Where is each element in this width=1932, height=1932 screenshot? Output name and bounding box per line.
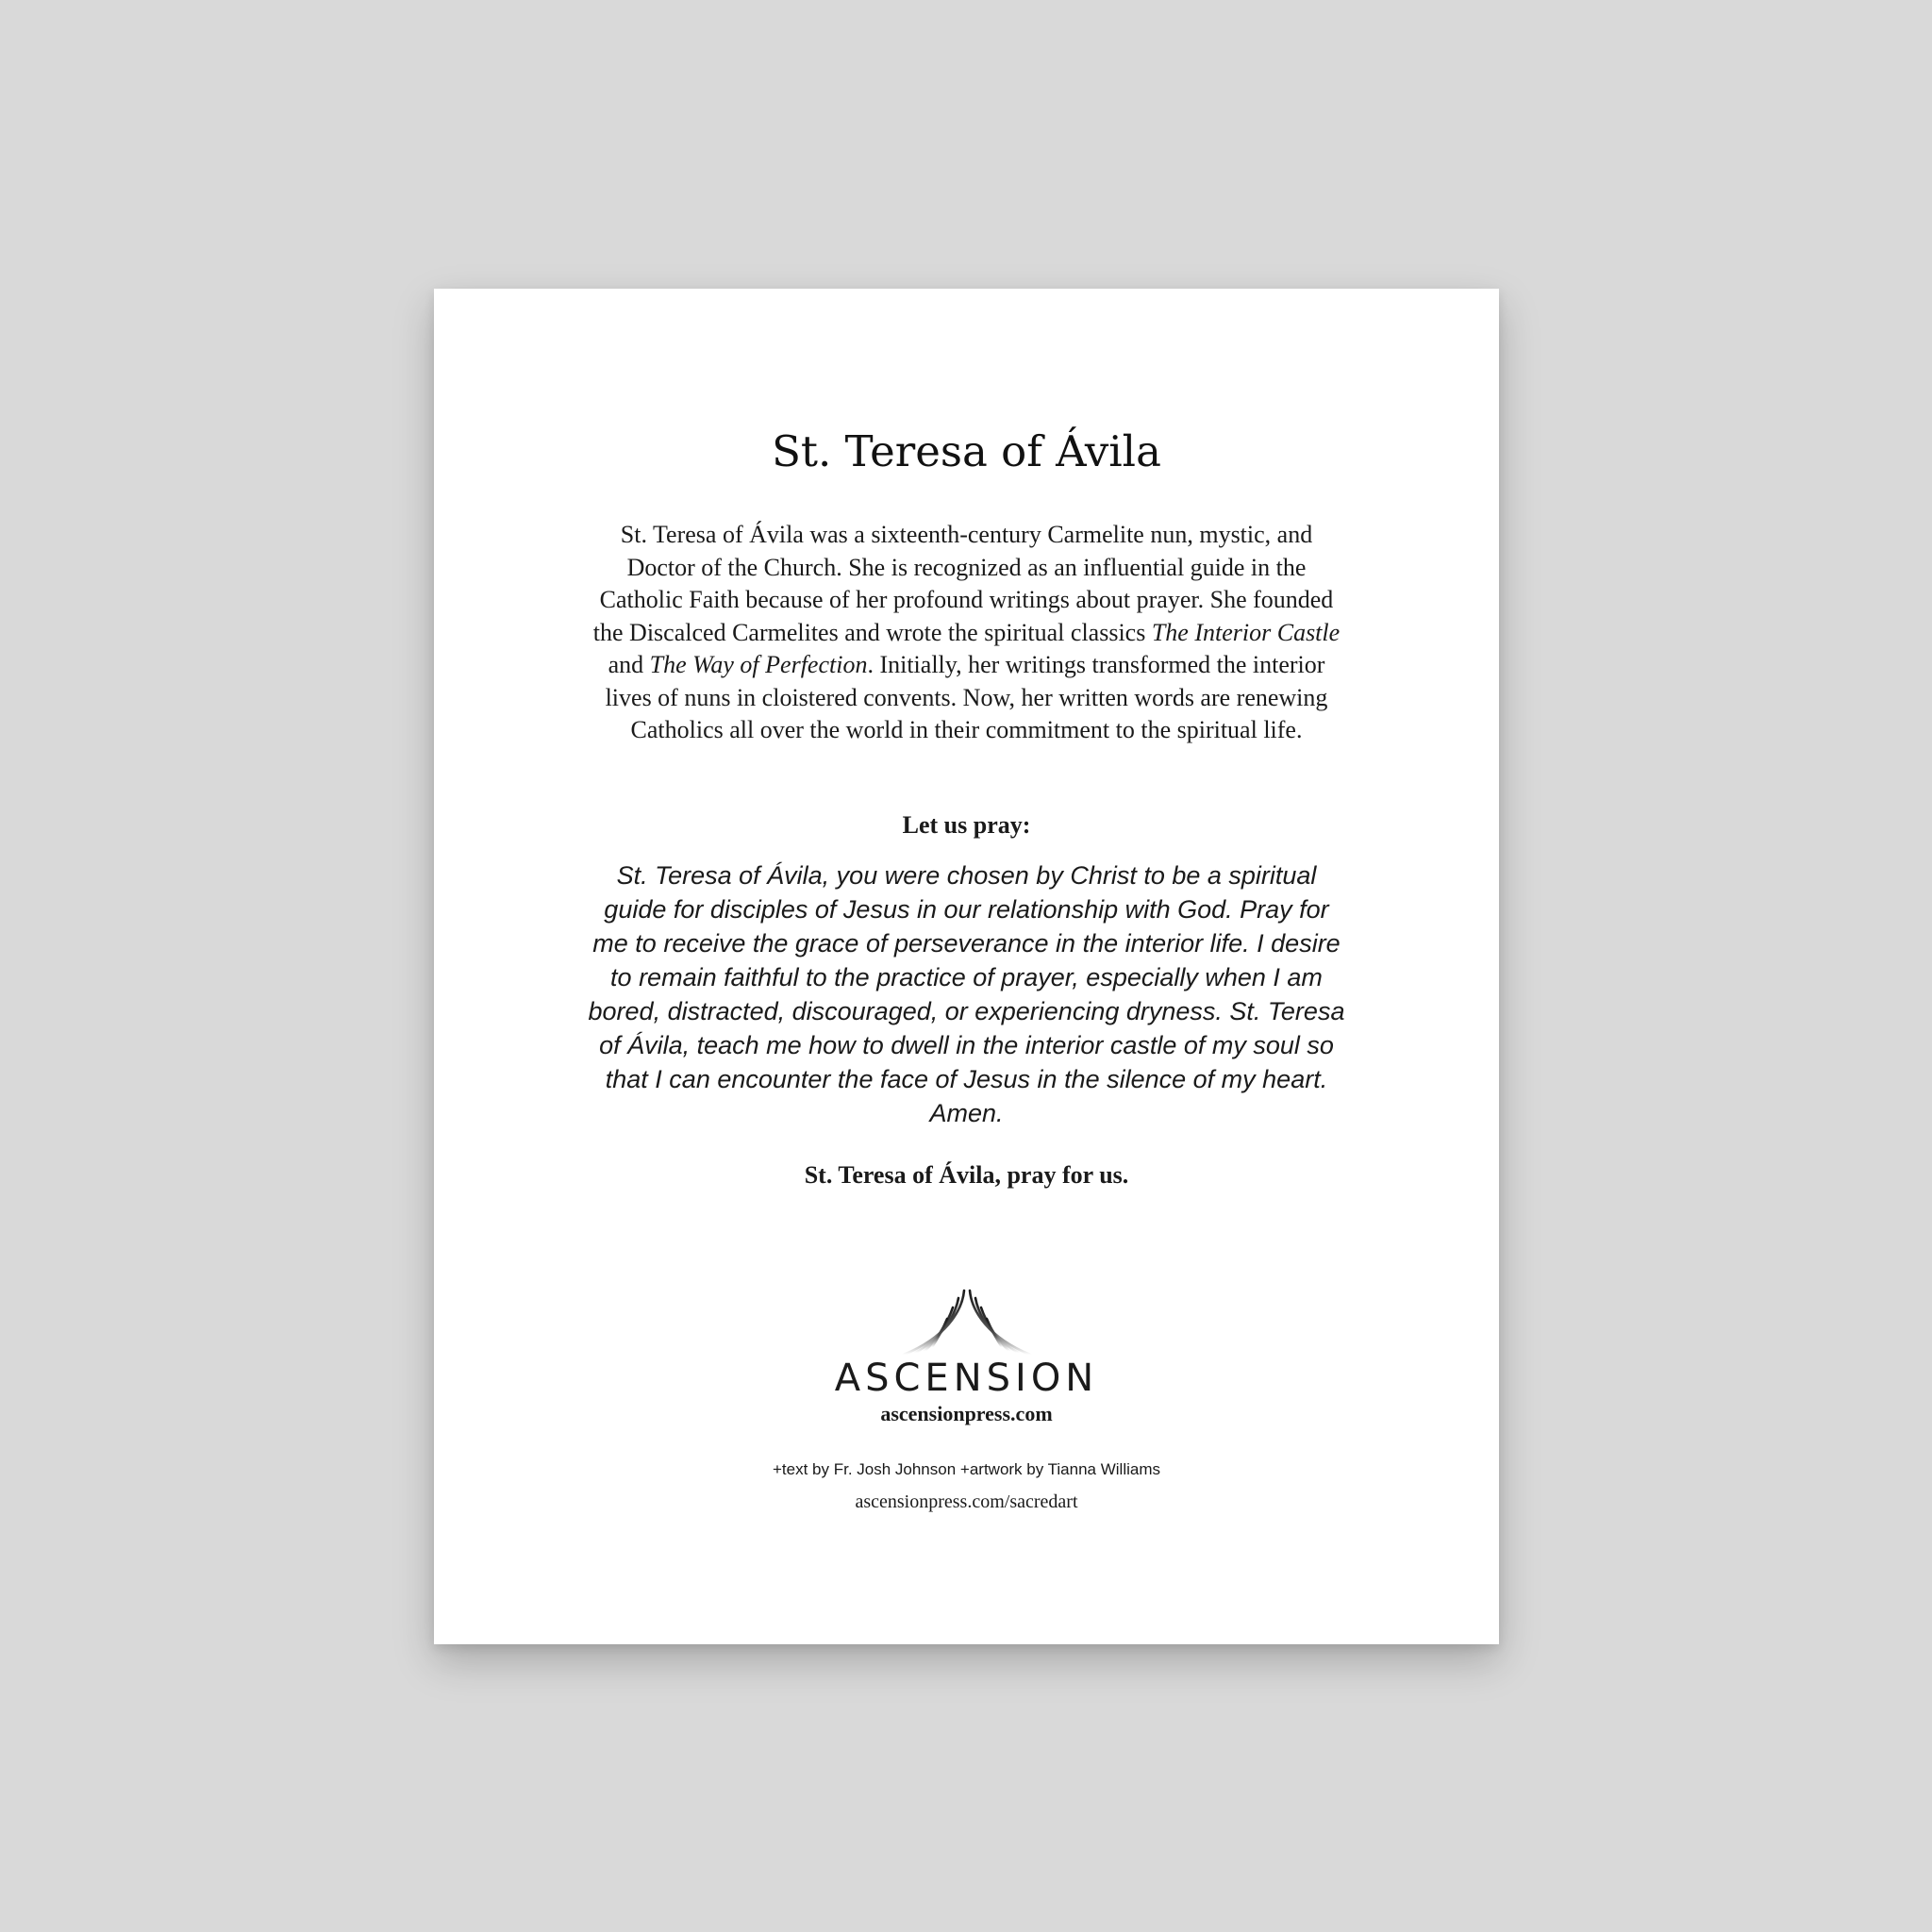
book-title-way-of-perfection: The Way of Perfection <box>649 651 868 678</box>
bio-text-1: St. Teresa of Ávila was a sixteenth-century Carmelite nun, mystic, and Doctor of the Church. She is recognized as an influential guide in the Catholic Faith because of her profound writings about prayer. She founded the Discalced Carmelites and wrote the spiritual classics <box>592 521 1334 646</box>
biography-paragraph <box>585 519 1348 747</box>
ascension-wordmark: ASCENSION <box>834 1357 1099 1400</box>
book-title-interior-castle: The Interior Castle <box>1151 618 1341 646</box>
prayer-heading: Let us pray: <box>902 811 1031 839</box>
bio-text-3: . Initially, her writings transformed the interior lives of nuns in cloistered convents. Now, her written words are renewing Catholics all over the world in their commitment to the spiritual life. <box>605 651 1328 743</box>
card-title: St. Teresa of Ávila <box>772 426 1161 476</box>
ascension-rays-icon <box>898 1289 1035 1357</box>
credits-line: +text by Fr. Josh Johnson +artwork by Tianna Williams <box>772 1460 1160 1478</box>
prayer-text: St. Teresa of Ávila, you were chosen by Christ to be a spiritual guide for disciples of Jesus in our relationship with God. Pray for me to receive the grace of perseverance in the interior life. I desire to remain faithful to the practice of prayer, especially when I am bored, distracted, discouraged, or experiencing dryness. St. Teresa of Ávila, teach me how to dwell in the interior castle of my soul so that I can encounter the face of Jesus in the silence of my heart. Amen. <box>588 861 1345 1127</box>
bio-text-2: and <box>608 651 650 678</box>
closing-invocation: St. Teresa of Ávila, pray for us. <box>804 1161 1129 1189</box>
publisher-url: ascensionpress.com <box>880 1402 1053 1425</box>
prayer-card <box>434 289 1499 1644</box>
sacred-art-url: ascensionpress.com/sacredart <box>855 1491 1078 1512</box>
